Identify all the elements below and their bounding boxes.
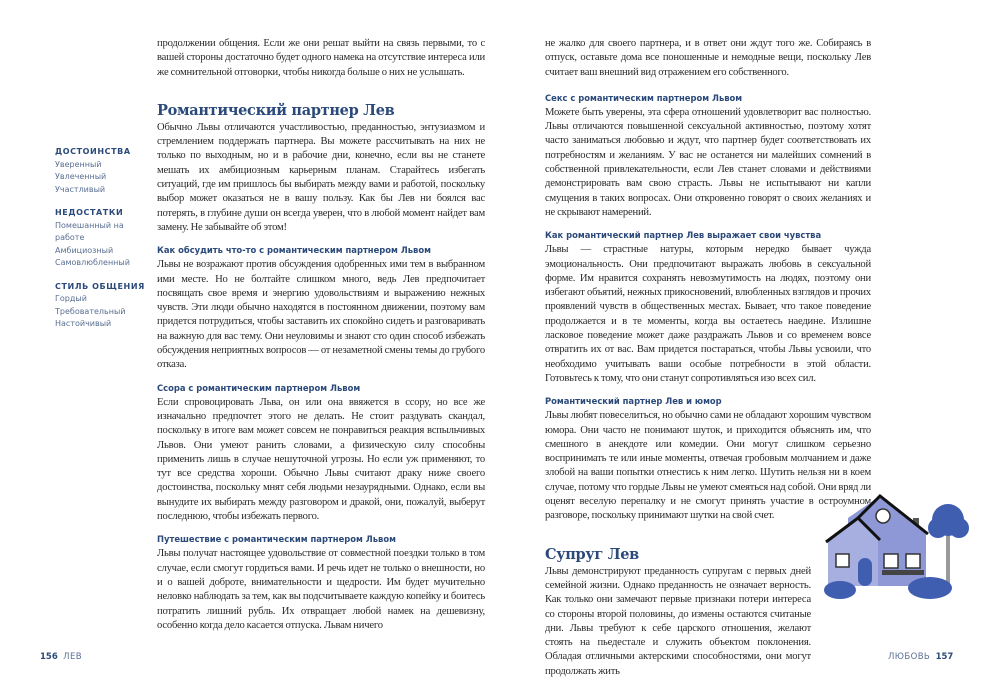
trait-item: работе bbox=[55, 233, 85, 242]
section-spouse bbox=[545, 546, 811, 679]
trait-item: Амбициозный bbox=[55, 245, 114, 255]
left-column bbox=[157, 37, 485, 633]
subheading: Как обсудить что-то с романтическим партнером Львом bbox=[157, 245, 431, 256]
traits-strengths bbox=[55, 146, 153, 196]
traits-sidebar bbox=[55, 146, 153, 342]
trait-item: Увлеченный bbox=[55, 172, 107, 181]
section-body: Если спровоцировать Льва, он или она ввяжется в ссору, но все же изначально предпочтет этого не делать. Не стоит раздувать скандал, поскольку в итоге вам может совсем не понравиться реакция вспыльчивых Львов. Они умеют ранить словами, а физическую силу способны применить лишь в случае нешуточной угрозы. Но если уж применяют, то тут все средства хороши. Обычно Львы считают драку ниже своего достоинства, поскольку мнят себя людьми незаурядными. Однако, если вы вынудите их выбирать между разговором и дракой, они, пожалуй, выберут последнюю, чтобы избежать первого. bbox=[157, 396, 485, 523]
section-romantic-partner bbox=[157, 102, 485, 235]
running-title: ЛЕВ bbox=[63, 652, 82, 662]
section-body: Львы — страстные натуры, которым нередко бывает чужда эмоциональность. Они предпочитают выражать любовь в сексуальной форме. Им нравится сохранять невозмутимость на людях, поэтому они избегают объятий, нежных прикосновений, влюбленных взглядов и прочих проявлений чувств в общественных местах. Бывает, что такое поведение продолжается и в те моменты, когда вы остаетесь наедине. Излишне ласковое поведение может даже раздражать Львов и со временем вовсе отвратить их от вас. Вам придется постараться, чтобы Львы усвоили, что необходимо учитывать ваши особые потребности в этой области. Готовьтесь к тому, что они станут сопротивляться изо всех сил. bbox=[545, 244, 871, 384]
page-number: 156 bbox=[40, 652, 58, 662]
subheading: Путешествие с романтическим партнером Львом bbox=[157, 534, 396, 545]
left-footer bbox=[40, 652, 82, 662]
right-footer bbox=[888, 652, 953, 662]
trait-item: Настойчивый bbox=[55, 319, 112, 328]
intro-paragraph: не жалко для своего партнера, и в ответ они ждут того же. Собираясь в отпуск, оставьте дома все поношенные и немодные вещи, поскольку Лев считает ваш внешний вид отражением его собственного. bbox=[545, 38, 871, 78]
trait-item: Уверенный bbox=[55, 159, 102, 169]
right-intro bbox=[545, 37, 871, 80]
trait-item: Участливый bbox=[55, 184, 106, 194]
section-title: Романтический партнер Лев bbox=[157, 101, 395, 119]
page-number: 157 bbox=[935, 652, 954, 662]
trait-item: Гордый bbox=[55, 294, 87, 303]
traits-caption: СТИЛЬ ОБЩЕНИЯ bbox=[55, 281, 145, 291]
section-body: Львы демонстрируют преданность супругам с первых дней семейной жизни. Однако преданность не означает верность. Как только они замечают первые признаки потери интереса со стороны второй половины, до измены остаются считаные дни. Львы требуют к себе царского отношения, желают стоять на пьедестале и служить объектом поклонения. Обладая отличными актерскими способностями, они могут продолжать жить bbox=[545, 565, 811, 677]
house-illustration bbox=[818, 490, 973, 600]
running-title: ЛЮБОВЬ bbox=[888, 652, 931, 662]
section-body: Львы любят повеселиться, но обычно сами не обладают хорошим чувством юмора. Они часто не понимают шуток, и приходится объяснять им, что смешного в анекдоте или комедии. Они могут слишком серьезно воспринимать те или иные моменты, отвечая гробовым молчанием и даже злобой на ваши попытки отнестись к ним легко. Шутить нельзя ни в коем случае, потому что гордые Львы не умеют смеяться над собой. Они вряд ли оценят веселую перепалку и не смогут принять участие в остроумном разговоре, поскольку принимают шутки на свой счет. bbox=[545, 410, 871, 522]
section-title: Супруг Лев bbox=[545, 545, 639, 563]
subheading: Секс с романтическим партнером Львом bbox=[545, 92, 743, 103]
traits-communication bbox=[55, 281, 153, 331]
subheading: Ссора с романтическим партнером Львом bbox=[157, 382, 361, 393]
intro-paragraph: продолжении общения. Если же они решат выйти на связь первыми, то с вашей стороны достаточно будет одного намека на отсутствие интереса или же сомнительной отговорки, чтобы никогда больше о них не услышать. bbox=[157, 38, 485, 78]
section-sex bbox=[545, 92, 871, 220]
section-quarrel bbox=[157, 382, 485, 525]
trait-item: Помешанный на bbox=[55, 220, 124, 230]
left-intro bbox=[157, 37, 485, 80]
section-body: Можете быть уверены, эта сфера отношений удовлетворит вас полностью. Львы отличаются повышенной сексуальной активностью, поэтому хотят часто заниматься любовью и ждут, что партнер будет соответствовать их потребностям и желаниям. У вас не останется ни малейших сомнений в собственной привлекательности, если Лев станет словами и действиями демонстрировать вам свою страсть. Львы не испытывают ни капли смущения в таких вопросах. Они откровенно говорят о своих желаниях и не скрывают намерений. bbox=[545, 106, 871, 218]
section-body: Львы получат настоящее удовольствие от совместной поездки только в том случае, если смогут гордиться вами. И речь идет не только о внешности, но и о вашей доброте, внимательности и щедрости. Им будет мучительно неловко наблюдать за тем, как вы подсчитываете каждую копейку и боитесь потратить лишний рубль. Их отвращает любой намек на дешевизну, особенно когда дело касается отпуска. Львам ничего bbox=[157, 548, 485, 631]
section-body: Львы не возражают против обсуждения одобренных ими тем в выбранном ими месте. Но не болтайте слишком много, ведь Лев предпочитает посвящать свое время и энергию удовольствиям и выражению нежных чувств. Эти люди обычно находятся в постоянном движении, поэтому вам придется потрудиться, чтобы заставить их спокойно сидеть и разговаривать на важную для вас тему. Они неуловимы и знают сто один способ избежать обсуждения неприятных вопросов — от незаметной смены темы до грубого отказа. bbox=[157, 259, 485, 371]
traits-caption: НЕДОСТАТКИ bbox=[55, 208, 124, 217]
section-travel bbox=[157, 533, 485, 633]
section-body: Обычно Львы отличаются участливостью, преданностью, энтузиазмом и стремлением поддержать партнера. Вы можете рассчитывать на них не только по выходным, но и в рабочие дни, конечно, если вы не станете мешать их амбициозным карьерным планам. Старайтесь избегать ситуаций, где им пришлось бы выбирать между вами и работой, поскольку выбор может оказаться не в вашу пользу. Как бы Лев ни боялся вас потерять, в глубине души он всегда уверен, что в любой момент найдет вам замену. Не забывайте об этом! bbox=[157, 121, 485, 233]
trait-item: Самовлюбленный bbox=[55, 258, 130, 267]
traits-weaknesses bbox=[55, 207, 153, 270]
subheading: Как романтический партнер Лев выражает свои чувства bbox=[545, 230, 822, 241]
section-feelings bbox=[545, 229, 871, 386]
traits-caption: ДОСТОИНСТВА bbox=[55, 147, 131, 156]
section-discuss bbox=[157, 244, 485, 372]
trait-item: Требовательный bbox=[55, 306, 126, 316]
subheading: Романтический партнер Лев и юмор bbox=[545, 396, 722, 407]
